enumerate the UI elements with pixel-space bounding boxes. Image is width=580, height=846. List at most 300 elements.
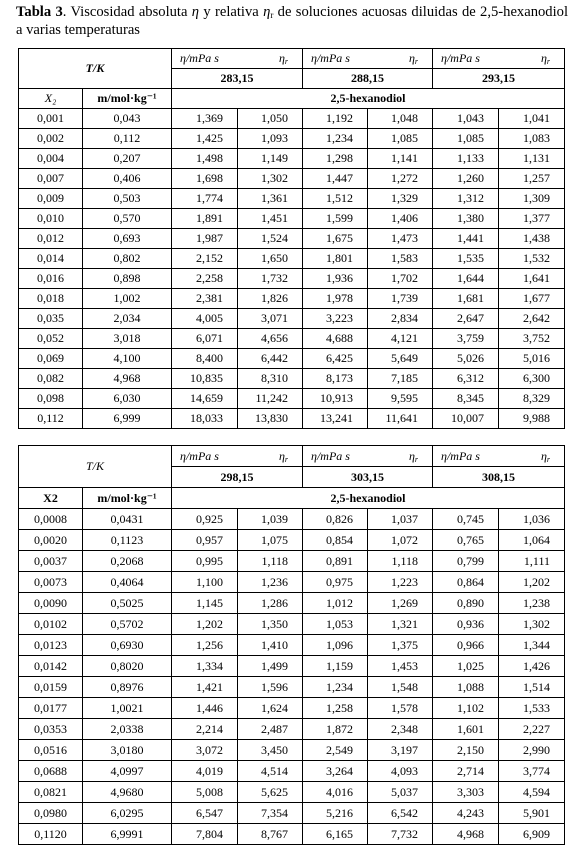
mole-fraction-cell: 0,002	[19, 129, 83, 149]
viscosity-cell: 1,675	[303, 229, 368, 249]
viscosity-cell: 1,936	[303, 269, 368, 289]
tk-header: T/K	[19, 446, 172, 488]
relative-viscosity-cell: 8,329	[499, 389, 565, 409]
table-row	[19, 614, 565, 635]
viscosity-cell: 1,012	[303, 593, 368, 614]
mole-fraction-cell: 0,0353	[19, 719, 83, 740]
relative-viscosity-cell: 1,438	[499, 229, 565, 249]
mole-fraction-cell: 0,0090	[19, 593, 83, 614]
mole-fraction-cell: 0,1120	[19, 824, 83, 845]
viscosity-cell: 0,995	[172, 551, 238, 572]
viscosity-cell: 1,891	[172, 209, 238, 229]
viscosity-cell: 3,759	[433, 329, 499, 349]
table-row	[19, 593, 565, 614]
relative-viscosity-cell: 1,048	[368, 109, 433, 129]
table-row	[19, 129, 565, 149]
relative-viscosity-cell: 1,041	[499, 109, 565, 129]
viscosity-cell: 1,644	[433, 269, 499, 289]
viscosity-cell: 6,071	[172, 329, 238, 349]
mole-fraction-cell: 0,018	[19, 289, 83, 309]
table-row	[19, 209, 565, 229]
mole-fraction-cell: 0,014	[19, 249, 83, 269]
viscosity-cell: 1,258	[303, 698, 368, 719]
relative-viscosity-cell: 1,269	[368, 593, 433, 614]
temp-header-2: 288,15	[303, 69, 433, 89]
relative-viscosity-cell: 1,037	[368, 509, 433, 530]
viscosity-cell: 2,150	[433, 740, 499, 761]
viscosity-cell: 1,425	[172, 129, 238, 149]
relative-viscosity-cell: 1,650	[238, 249, 303, 269]
temp-header-3: 293,15	[433, 69, 565, 89]
table-row	[19, 409, 565, 429]
mole-fraction-cell: 0,0123	[19, 635, 83, 656]
relative-viscosity-cell: 1,286	[238, 593, 303, 614]
viscosity-cell: 1,512	[303, 189, 368, 209]
mole-fraction-cell: 0,0821	[19, 782, 83, 803]
tk-header: T/K	[19, 49, 172, 89]
molality-cell: 0,898	[83, 269, 172, 289]
viscosity-cell: 2,152	[172, 249, 238, 269]
compound-header: 2,5-hexanodiol	[172, 89, 565, 109]
mole-fraction-cell: 0,010	[19, 209, 83, 229]
viscosity-cell: 1,088	[433, 677, 499, 698]
relative-viscosity-cell: 6,442	[238, 349, 303, 369]
relative-viscosity-cell: 5,625	[238, 782, 303, 803]
table-row	[19, 761, 565, 782]
table-row	[19, 530, 565, 551]
relative-viscosity-cell: 1,064	[499, 530, 565, 551]
viscosity-cell: 1,159	[303, 656, 368, 677]
viscosity-cell: 2,214	[172, 719, 238, 740]
viscosity-cell: 1,380	[433, 209, 499, 229]
viscosity-cell: 1,801	[303, 249, 368, 269]
viscosity-cell: 10,007	[433, 409, 499, 429]
relative-viscosity-cell: 1,596	[238, 677, 303, 698]
relative-viscosity-cell: 5,901	[499, 803, 565, 824]
relative-viscosity-cell: 5,037	[368, 782, 433, 803]
table-row	[19, 509, 565, 530]
molality-cell: 0,802	[83, 249, 172, 269]
relative-viscosity-cell: 1,039	[238, 509, 303, 530]
mole-fraction-cell: 0,009	[19, 189, 83, 209]
relative-viscosity-cell: 1,350	[238, 614, 303, 635]
relative-viscosity-cell: 1,548	[368, 677, 433, 698]
viscosity-cell: 18,033	[172, 409, 238, 429]
temp-header-1: 283,15	[172, 69, 303, 89]
molality-cell: 0,6930	[83, 635, 172, 656]
relative-viscosity-cell: 1,118	[368, 551, 433, 572]
viscosity-cell: 1,601	[433, 719, 499, 740]
relative-viscosity-cell: 1,238	[499, 593, 565, 614]
viscosity-cell: 6,312	[433, 369, 499, 389]
relative-viscosity-cell: 1,499	[238, 656, 303, 677]
relative-viscosity-cell: 1,236	[238, 572, 303, 593]
viscosity-cell: 6,165	[303, 824, 368, 845]
relative-viscosity-cell: 11,641	[368, 409, 433, 429]
table-row	[19, 656, 565, 677]
caption-label: Tabla 3	[16, 4, 63, 20]
molality-cell: 0,112	[83, 129, 172, 149]
relative-viscosity-cell: 1,732	[238, 269, 303, 289]
viscosity-cell: 4,688	[303, 329, 368, 349]
table-row	[19, 782, 565, 803]
viscosity-cell: 4,019	[172, 761, 238, 782]
relative-viscosity-cell: 1,085	[368, 129, 433, 149]
mole-fraction-cell: 0,0516	[19, 740, 83, 761]
viscosity-cell: 7,804	[172, 824, 238, 845]
relative-viscosity-cell: 4,594	[499, 782, 565, 803]
relative-viscosity-cell: 1,329	[368, 189, 433, 209]
mole-fraction-cell: 0,001	[19, 109, 83, 129]
table-row	[19, 389, 565, 409]
table-row	[19, 289, 565, 309]
viscosity-cell: 1,133	[433, 149, 499, 169]
relative-viscosity-cell: 1,257	[499, 169, 565, 189]
mole-fraction-cell: 0,0980	[19, 803, 83, 824]
relative-viscosity-cell: 1,321	[368, 614, 433, 635]
viscosity-cell: 5,008	[172, 782, 238, 803]
relative-viscosity-cell: 4,656	[238, 329, 303, 349]
mole-fraction-cell: 0,004	[19, 149, 83, 169]
viscosity-cell: 6,547	[172, 803, 238, 824]
molality-cell: 2,0338	[83, 719, 172, 740]
molality-cell: 0,503	[83, 189, 172, 209]
viscosity-cell: 0,975	[303, 572, 368, 593]
eta-header-1: η/mPa s $\eta_r$	[172, 49, 303, 69]
mole-fraction-cell: 0,0102	[19, 614, 83, 635]
relative-viscosity-cell: 1,036	[499, 509, 565, 530]
viscosity-cell: 0,864	[433, 572, 499, 593]
mole-fraction-cell: 0,052	[19, 329, 83, 349]
viscosity-cell: 2,714	[433, 761, 499, 782]
relative-viscosity-cell: 1,302	[499, 614, 565, 635]
viscosity-cell: 1,446	[172, 698, 238, 719]
relative-viscosity-cell: 2,227	[499, 719, 565, 740]
table-row	[19, 803, 565, 824]
viscosity-cell: 1,085	[433, 129, 499, 149]
relative-viscosity-cell: 3,752	[499, 329, 565, 349]
viscosity-cell: 8,173	[303, 369, 368, 389]
relative-viscosity-cell: 1,131	[499, 149, 565, 169]
viscosity-cell: 1,298	[303, 149, 368, 169]
caption-eta: η	[191, 4, 200, 20]
relative-viscosity-cell: 1,302	[238, 169, 303, 189]
mole-fraction-cell: 0,0159	[19, 677, 83, 698]
viscosity-cell: 1,234	[303, 677, 368, 698]
viscosity-cell: 1,334	[172, 656, 238, 677]
viscosity-cell: 0,966	[433, 635, 499, 656]
molality-cell: 4,9680	[83, 782, 172, 803]
relative-viscosity-cell: 3,774	[499, 761, 565, 782]
viscosity-cell: 1,535	[433, 249, 499, 269]
relative-viscosity-cell: 3,197	[368, 740, 433, 761]
col-header-x: X2	[19, 488, 83, 509]
molality-cell: 1,0021	[83, 698, 172, 719]
relative-viscosity-cell: 9,595	[368, 389, 433, 409]
relative-viscosity-cell: 11,242	[238, 389, 303, 409]
table-row	[19, 369, 565, 389]
mole-fraction-cell: 0,012	[19, 229, 83, 249]
molality-cell: 6,030	[83, 389, 172, 409]
relative-viscosity-cell: 6,542	[368, 803, 433, 824]
caption-text-2: y relativa	[199, 4, 264, 20]
mole-fraction-cell: 0,112	[19, 409, 83, 429]
mole-fraction-cell: 0,098	[19, 389, 83, 409]
table-caption	[16, 3, 568, 39]
relative-viscosity-cell: 1,083	[499, 129, 565, 149]
molality-cell: 4,968	[83, 369, 172, 389]
viscosity-cell: 1,369	[172, 109, 238, 129]
relative-viscosity-cell: 1,524	[238, 229, 303, 249]
relative-viscosity-cell: 1,072	[368, 530, 433, 551]
mole-fraction-cell: 0,0177	[19, 698, 83, 719]
viscosity-cell: 0,826	[303, 509, 368, 530]
viscosity-cell: 1,260	[433, 169, 499, 189]
viscosity-cell: 1,421	[172, 677, 238, 698]
molality-cell: 0,8976	[83, 677, 172, 698]
relative-viscosity-cell: 6,909	[499, 824, 565, 845]
table-row	[19, 551, 565, 572]
viscosity-cell: 0,936	[433, 614, 499, 635]
molality-cell: 0,5702	[83, 614, 172, 635]
molality-cell: 6,9991	[83, 824, 172, 845]
relative-viscosity-cell: 1,406	[368, 209, 433, 229]
molality-cell: 0,207	[83, 149, 172, 169]
relative-viscosity-cell: 4,514	[238, 761, 303, 782]
temp-header-1: 298,15	[172, 467, 303, 488]
viscosity-cell: 5,216	[303, 803, 368, 824]
molality-cell: 6,999	[83, 409, 172, 429]
mole-fraction-cell: 0,0020	[19, 530, 83, 551]
temp-header-3: 308,15	[433, 467, 565, 488]
relative-viscosity-cell: 1,375	[368, 635, 433, 656]
viscosity-table-1	[18, 48, 565, 429]
molality-cell: 1,002	[83, 289, 172, 309]
table-row	[19, 677, 565, 698]
relative-viscosity-cell: 8,310	[238, 369, 303, 389]
viscosity-cell: 4,016	[303, 782, 368, 803]
molality-cell: 3,018	[83, 329, 172, 349]
mole-fraction-cell: 0,0142	[19, 656, 83, 677]
molality-cell: 0,693	[83, 229, 172, 249]
viscosity-cell: 1,100	[172, 572, 238, 593]
relative-viscosity-cell: 1,093	[238, 129, 303, 149]
relative-viscosity-cell: 1,344	[499, 635, 565, 656]
relative-viscosity-cell: 1,202	[499, 572, 565, 593]
viscosity-cell: 10,913	[303, 389, 368, 409]
viscosity-cell: 2,258	[172, 269, 238, 289]
molality-cell: 6,0295	[83, 803, 172, 824]
relative-viscosity-cell: 1,532	[499, 249, 565, 269]
viscosity-cell: 13,241	[303, 409, 368, 429]
viscosity-cell: 0,957	[172, 530, 238, 551]
molality-cell: 0,1123	[83, 530, 172, 551]
viscosity-cell: 1,102	[433, 698, 499, 719]
relative-viscosity-cell: 1,075	[238, 530, 303, 551]
molality-cell: 0,5025	[83, 593, 172, 614]
relative-viscosity-cell: 1,533	[499, 698, 565, 719]
caption-eta-r: η	[263, 4, 271, 20]
molality-cell: 0,570	[83, 209, 172, 229]
relative-viscosity-cell: 1,223	[368, 572, 433, 593]
relative-viscosity-cell: 1,309	[499, 189, 565, 209]
molality-cell: 0,4064	[83, 572, 172, 593]
eta-header-3: η/mPa s $\eta_r$	[433, 446, 565, 467]
table-row	[19, 740, 565, 761]
viscosity-cell: 0,799	[433, 551, 499, 572]
temp-header-2: 303,15	[303, 467, 433, 488]
viscosity-cell: 2,647	[433, 309, 499, 329]
viscosity-cell: 1,234	[303, 129, 368, 149]
molality-cell: 4,100	[83, 349, 172, 369]
table-row	[19, 572, 565, 593]
table-row	[19, 309, 565, 329]
mole-fraction-cell: 0,007	[19, 169, 83, 189]
viscosity-cell: 3,303	[433, 782, 499, 803]
molality-cell: 3,0180	[83, 740, 172, 761]
relative-viscosity-cell: 9,988	[499, 409, 565, 429]
relative-viscosity-cell: 1,149	[238, 149, 303, 169]
molality-cell: 4,0997	[83, 761, 172, 782]
relative-viscosity-cell: 8,767	[238, 824, 303, 845]
caption-text-1: . Viscosidad absoluta	[62, 4, 192, 20]
table-row	[19, 189, 565, 209]
mole-fraction-cell: 0,016	[19, 269, 83, 289]
viscosity-cell: 2,381	[172, 289, 238, 309]
col-header-m: m/mol·kg⁻¹	[83, 89, 172, 109]
molality-cell: 0,043	[83, 109, 172, 129]
viscosity-cell: 8,345	[433, 389, 499, 409]
relative-viscosity-cell: 7,185	[368, 369, 433, 389]
viscosity-cell: 0,891	[303, 551, 368, 572]
relative-viscosity-cell: 13,830	[238, 409, 303, 429]
viscosity-cell: 1,256	[172, 635, 238, 656]
relative-viscosity-cell: 3,450	[238, 740, 303, 761]
relative-viscosity-cell: 4,093	[368, 761, 433, 782]
table-row	[19, 169, 565, 189]
table-row	[19, 824, 565, 845]
table-row	[19, 149, 565, 169]
molality-cell: 0,2068	[83, 551, 172, 572]
viscosity-cell: 4,968	[433, 824, 499, 845]
viscosity-cell: 3,264	[303, 761, 368, 782]
viscosity-cell: 6,425	[303, 349, 368, 369]
viscosity-cell: 1,202	[172, 614, 238, 635]
viscosity-cell: 1,774	[172, 189, 238, 209]
molality-cell: 0,0431	[83, 509, 172, 530]
table-row	[19, 329, 565, 349]
col-header-m: m/mol·kg⁻¹	[83, 488, 172, 509]
table-row	[19, 229, 565, 249]
relative-viscosity-cell: 1,361	[238, 189, 303, 209]
viscosity-cell: 3,223	[303, 309, 368, 329]
relative-viscosity-cell: 1,453	[368, 656, 433, 677]
viscosity-table-2	[18, 445, 565, 845]
viscosity-cell: 10,835	[172, 369, 238, 389]
relative-viscosity-cell: 1,451	[238, 209, 303, 229]
table-row	[19, 109, 565, 129]
relative-viscosity-cell: 6,300	[499, 369, 565, 389]
viscosity-cell: 0,890	[433, 593, 499, 614]
relative-viscosity-cell: 1,583	[368, 249, 433, 269]
viscosity-cell: 1,599	[303, 209, 368, 229]
viscosity-cell: 3,072	[172, 740, 238, 761]
relative-viscosity-cell: 1,377	[499, 209, 565, 229]
viscosity-cell: 14,659	[172, 389, 238, 409]
relative-viscosity-cell: 1,426	[499, 656, 565, 677]
relative-viscosity-cell: 1,050	[238, 109, 303, 129]
relative-viscosity-cell: 1,624	[238, 698, 303, 719]
viscosity-cell: 0,765	[433, 530, 499, 551]
relative-viscosity-cell: 1,473	[368, 229, 433, 249]
mole-fraction-cell: 0,035	[19, 309, 83, 329]
relative-viscosity-cell: 1,677	[499, 289, 565, 309]
molality-cell: 0,406	[83, 169, 172, 189]
viscosity-cell: 1,096	[303, 635, 368, 656]
relative-viscosity-cell: 5,016	[499, 349, 565, 369]
viscosity-cell: 1,312	[433, 189, 499, 209]
caption-eta-r-sub: r	[270, 10, 274, 20]
relative-viscosity-cell: 1,641	[499, 269, 565, 289]
viscosity-cell: 2,549	[303, 740, 368, 761]
relative-viscosity-cell: 1,826	[238, 289, 303, 309]
relative-viscosity-cell: 1,272	[368, 169, 433, 189]
relative-viscosity-cell: 2,990	[499, 740, 565, 761]
viscosity-cell: 1,192	[303, 109, 368, 129]
table-row	[19, 349, 565, 369]
eta-header-2: η/mPa s $\eta_r$	[303, 446, 433, 467]
viscosity-cell: 5,026	[433, 349, 499, 369]
viscosity-cell: 1,978	[303, 289, 368, 309]
relative-viscosity-cell: 1,410	[238, 635, 303, 656]
relative-viscosity-cell: 7,354	[238, 803, 303, 824]
mole-fraction-cell: 0,0073	[19, 572, 83, 593]
viscosity-cell: 1,498	[172, 149, 238, 169]
eta-header-3: η/mPa s $\eta_r$	[433, 49, 565, 69]
table-row	[19, 635, 565, 656]
viscosity-cell: 0,745	[433, 509, 499, 530]
relative-viscosity-cell: 4,121	[368, 329, 433, 349]
table-row	[19, 269, 565, 289]
molality-cell: 0,8020	[83, 656, 172, 677]
table-row	[19, 698, 565, 719]
mole-fraction-cell: 0,069	[19, 349, 83, 369]
table-row	[19, 719, 565, 740]
table-row	[19, 249, 565, 269]
relative-viscosity-cell: 2,642	[499, 309, 565, 329]
relative-viscosity-cell: 1,702	[368, 269, 433, 289]
compound-header: 2,5-hexanodiol	[172, 488, 565, 509]
molality-cell: 2,034	[83, 309, 172, 329]
mole-fraction-cell: 0,0008	[19, 509, 83, 530]
viscosity-cell: 1,447	[303, 169, 368, 189]
col-header-x: X₂	[19, 89, 83, 109]
viscosity-cell: 1,025	[433, 656, 499, 677]
relative-viscosity-cell: 2,834	[368, 309, 433, 329]
viscosity-cell: 1,145	[172, 593, 238, 614]
viscosity-cell: 1,053	[303, 614, 368, 635]
eta-header-2: η/mPa s $\eta_r$	[303, 49, 433, 69]
relative-viscosity-cell: 1,111	[499, 551, 565, 572]
caption-text-3: de soluciones acuosas diluidas de 2,5-hexanodiol a varias temperaturas	[16, 4, 569, 38]
viscosity-cell: 1,441	[433, 229, 499, 249]
viscosity-cell: 8,400	[172, 349, 238, 369]
relative-viscosity-cell: 2,487	[238, 719, 303, 740]
mole-fraction-cell: 0,0688	[19, 761, 83, 782]
relative-viscosity-cell: 7,732	[368, 824, 433, 845]
relative-viscosity-cell: 3,071	[238, 309, 303, 329]
viscosity-cell: 0,925	[172, 509, 238, 530]
